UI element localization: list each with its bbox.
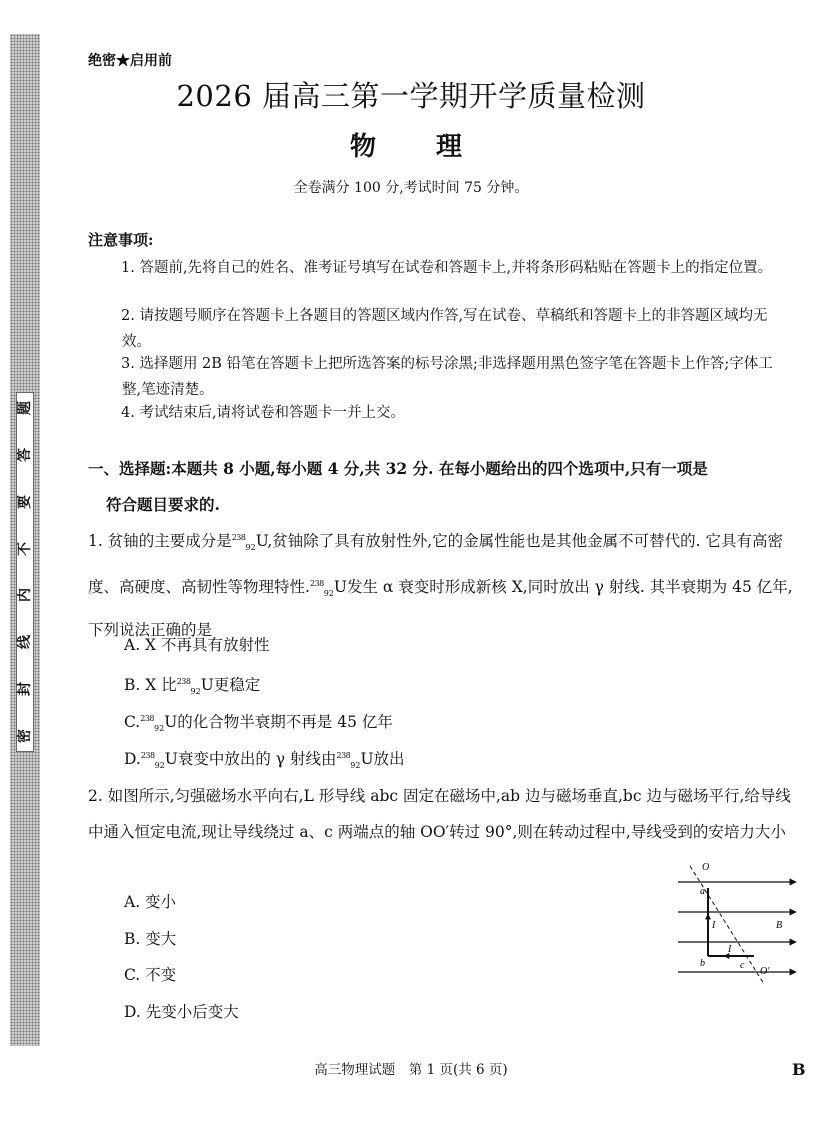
- isotope-number: 92: [323, 589, 334, 599]
- q2-option-a[interactable]: A. 变小: [124, 893, 177, 911]
- q1-text: 1. 贫铀的主要成分是: [88, 532, 232, 550]
- confidential-label: 绝密★启用前: [88, 53, 172, 69]
- q1-text: 发生 α 衰变时形成新核 X,同时放出 γ 射线. 其半衰期为 45 亿年,下列说法正确的是: [88, 578, 793, 640]
- seal-char: 题: [17, 401, 33, 415]
- label-a: a: [700, 886, 705, 897]
- option-text: D.: [124, 750, 141, 768]
- section-heading-line2: 符合题目要求的.: [106, 495, 220, 514]
- option-text: C.: [124, 713, 141, 731]
- option-text: 放出: [373, 750, 405, 768]
- q1-option-b[interactable]: [124, 670, 260, 704]
- section-heading: [88, 451, 794, 523]
- seal-line-notice: [16, 392, 34, 752]
- q1-option-c[interactable]: [124, 707, 393, 741]
- label-c: c: [740, 960, 745, 971]
- seal-char: 不: [17, 541, 33, 556]
- isotope-number: 92: [350, 761, 361, 771]
- isotope-number: 92: [154, 724, 165, 734]
- isotope-symbol: U: [164, 713, 178, 731]
- seal-char: 要: [17, 494, 33, 509]
- option-text: B. X 比: [124, 676, 177, 694]
- label-current: I: [728, 944, 732, 955]
- q2-option-b[interactable]: B. 变大: [124, 930, 177, 948]
- label-current: I: [712, 920, 716, 931]
- q1-option-d[interactable]: [124, 744, 405, 778]
- subject-title: 物理: [349, 132, 522, 162]
- seal-char: 内: [17, 588, 33, 603]
- question-2-stem: 2. 如图所示,匀强磁场水平向右,L 形导线 abc 固定在磁场中,ab 边与磁场垂直,bc 边与磁场平行,给导线中通入恒定电流,现让导线绕过 a、c 两端点的轴 OO′转过 90°,则在转动过程中,导线受到的安培力大小: [88, 787, 791, 841]
- notice-item: 4. 考试结束后,请将试卷和答题卡一并上交。: [121, 405, 406, 421]
- q2-option-c[interactable]: C. 不变: [124, 966, 177, 984]
- paper-version-mark: B: [792, 1060, 806, 1079]
- isotope-number: 92: [245, 543, 256, 553]
- isotope-symbol: U: [200, 676, 214, 694]
- isotope-mass: 238: [140, 751, 155, 760]
- magnetic-field-figure: [672, 854, 800, 994]
- label-b: b: [700, 958, 705, 969]
- isotope-number: 92: [154, 761, 165, 771]
- isotope-mass: 238: [140, 714, 155, 723]
- isotope-mass: 238: [231, 533, 246, 542]
- label-b-field: B: [776, 920, 783, 931]
- q1-text: ,贫铀除了具有放射性外,它的金属性能也是其他金属不可替代的. 它具有高密度、高硬度、高韧性等物理特性.: [88, 532, 784, 597]
- isotope-mass: 238: [176, 677, 191, 686]
- page-footer: 高三物理试题 第 1 页(共 6 页): [314, 1062, 508, 1078]
- option-text: 更稳定: [213, 676, 261, 694]
- notice-item: 1. 答题前,先将自己的姓名、准考证号填写在试卷和答题卡上,并将条形码粘贴在答题卡上的指定位置。: [121, 260, 773, 276]
- seal-char: 答: [17, 447, 33, 462]
- isotope-number: 92: [190, 687, 201, 697]
- isotope-symbol: U: [255, 532, 268, 550]
- isotope-symbol: U: [333, 578, 347, 597]
- isotope-symbol: U: [360, 750, 374, 768]
- seal-char: 封: [17, 682, 33, 697]
- notice-heading: 注意事项:: [88, 231, 154, 249]
- option-text: 的化合物半衰期不再是 45 亿年: [177, 713, 393, 731]
- q2-option-d[interactable]: D. 先变小后变大: [124, 1003, 239, 1021]
- label-o: O: [702, 862, 710, 873]
- label-o-prime: O′: [760, 966, 770, 977]
- section-heading-line1: 一、选择题:本题共 8 小题,每小题 4 分,共 32 分. 在每小题给出的四个选项中,只有一项是: [88, 459, 708, 478]
- option-text: 衰变中放出的 γ 射线由: [177, 750, 337, 768]
- seal-char: 密: [17, 728, 33, 743]
- question-1-stem: [88, 520, 794, 648]
- seal-char: 线: [17, 635, 33, 650]
- isotope-symbol: U: [164, 750, 178, 768]
- isotope-mass: 238: [336, 751, 351, 760]
- notice-item: 2. 请按题号顺序在答题卡上各题目的答题区域内作答,写在试卷、草稿纸和答题卡上的非答题区域均无效。: [121, 308, 768, 350]
- notice-item: 3. 选择题用 2B 铅笔在答题卡上把所选答案的标号涂黑;非选择题用黑色签字笔在答题卡上作答;字体工整,笔迹清楚。: [121, 356, 773, 398]
- isotope-mass: 238: [309, 579, 324, 589]
- exam-info: 全卷满分 100 分,考试时间 75 分钟。: [293, 180, 529, 196]
- q1-option-a[interactable]: A. X 不再具有放射性: [124, 636, 270, 654]
- exam-title: 2026 届高三第一学期开学质量检测: [176, 79, 646, 113]
